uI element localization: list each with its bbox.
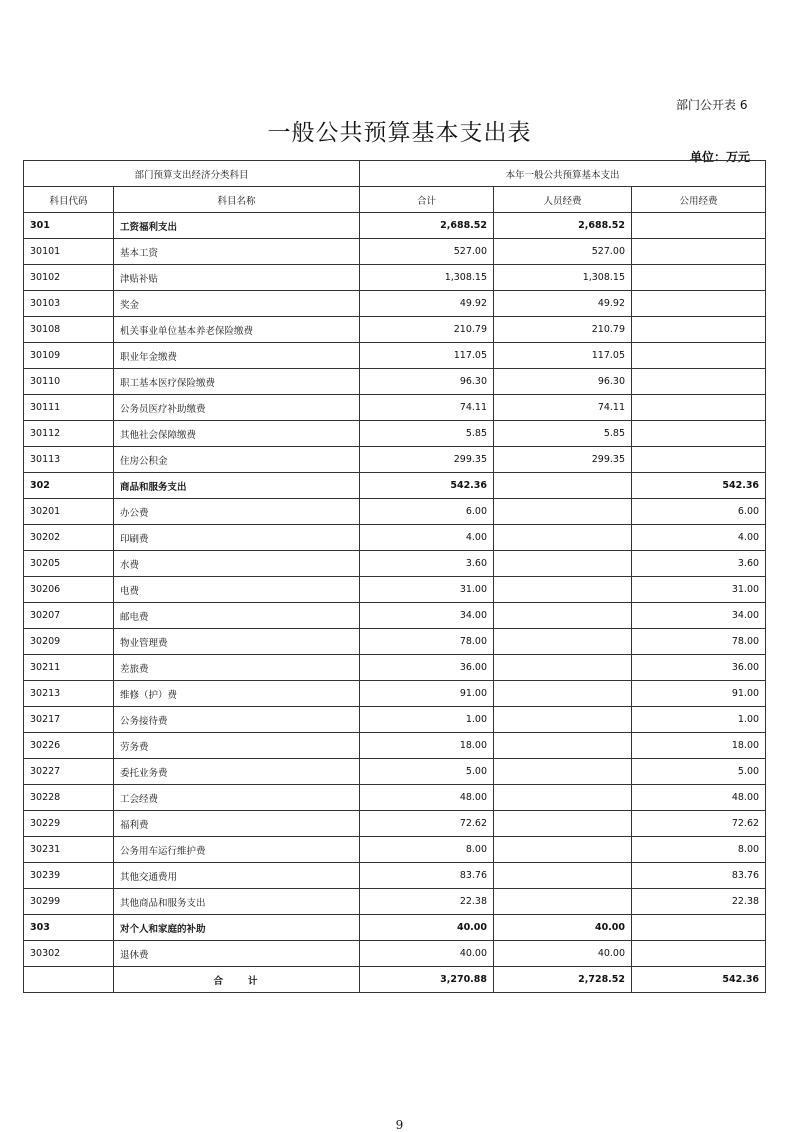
row-code: 30108 [24, 317, 114, 343]
row-personnel: 117.05 [494, 343, 632, 369]
row-public: 4.00 [632, 525, 766, 551]
row-public [632, 421, 766, 447]
row-total: 72.62 [360, 811, 494, 837]
row-personnel: 299.35 [494, 447, 632, 473]
row-code: 301 [24, 213, 114, 239]
column-header-public: 公用经费 [632, 187, 766, 213]
row-public [632, 239, 766, 265]
total-public: 542.36 [632, 967, 766, 993]
row-code: 30103 [24, 291, 114, 317]
row-code: 30228 [24, 785, 114, 811]
column-header-total: 合计 [360, 187, 494, 213]
row-public: 48.00 [632, 785, 766, 811]
row-name: 职业年金缴费 [114, 343, 360, 369]
row-code: 30110 [24, 369, 114, 395]
row-name: 职工基本医疗保险缴费 [114, 369, 360, 395]
row-code: 30231 [24, 837, 114, 863]
row-total: 5.85 [360, 421, 494, 447]
table-row [24, 239, 766, 265]
row-code: 30207 [24, 603, 114, 629]
row-personnel [494, 785, 632, 811]
row-total: 36.00 [360, 655, 494, 681]
row-personnel: 1,308.15 [494, 265, 632, 291]
row-total: 96.30 [360, 369, 494, 395]
row-name: 公务用车运行维护费 [114, 837, 360, 863]
row-code: 30201 [24, 499, 114, 525]
row-name: 维修（护）费 [114, 681, 360, 707]
row-public [632, 343, 766, 369]
row-personnel: 40.00 [494, 915, 632, 941]
row-personnel [494, 655, 632, 681]
table-row [24, 499, 766, 525]
table-row [24, 733, 766, 759]
row-total: 74.11 [360, 395, 494, 421]
row-code: 30202 [24, 525, 114, 551]
row-code: 30299 [24, 889, 114, 915]
row-name: 基本工资 [114, 239, 360, 265]
total-personnel: 2,728.52 [494, 967, 632, 993]
row-total: 5.00 [360, 759, 494, 785]
row-name: 办公费 [114, 499, 360, 525]
row-total: 78.00 [360, 629, 494, 655]
table-row [24, 577, 766, 603]
row-name: 工资福利支出 [114, 213, 360, 239]
page-number: 9 [395, 1118, 404, 1132]
row-total: 8.00 [360, 837, 494, 863]
table-row [24, 369, 766, 395]
table-row [24, 915, 766, 941]
row-code: 30239 [24, 863, 114, 889]
row-personnel [494, 707, 632, 733]
row-public: 34.00 [632, 603, 766, 629]
row-public [632, 915, 766, 941]
row-personnel [494, 759, 632, 785]
column-header-personnel: 人员经费 [494, 187, 632, 213]
row-public [632, 291, 766, 317]
table-row [24, 421, 766, 447]
total-label: 合 计 [114, 967, 360, 993]
row-name: 水费 [114, 551, 360, 577]
row-total: 2,688.52 [360, 213, 494, 239]
row-personnel [494, 629, 632, 655]
row-name: 电费 [114, 577, 360, 603]
row-personnel: 49.92 [494, 291, 632, 317]
row-public: 31.00 [632, 577, 766, 603]
row-total: 83.76 [360, 863, 494, 889]
row-name: 津贴补贴 [114, 265, 360, 291]
row-personnel [494, 551, 632, 577]
row-public: 36.00 [632, 655, 766, 681]
row-name: 住房公积金 [114, 447, 360, 473]
row-name: 商品和服务支出 [114, 473, 360, 499]
table-row [24, 291, 766, 317]
row-name: 福利费 [114, 811, 360, 837]
row-total: 117.05 [360, 343, 494, 369]
column-header-code: 科目代码 [24, 187, 114, 213]
row-name: 差旅费 [114, 655, 360, 681]
group-header-classification: 部门预算支出经济分类科目 [24, 161, 360, 187]
row-personnel [494, 681, 632, 707]
row-personnel [494, 499, 632, 525]
row-personnel [494, 473, 632, 499]
row-name: 印刷费 [114, 525, 360, 551]
row-code: 30111 [24, 395, 114, 421]
row-name: 委托业务费 [114, 759, 360, 785]
row-code: 302 [24, 473, 114, 499]
row-personnel [494, 863, 632, 889]
row-code: 30302 [24, 941, 114, 967]
row-name: 其他商品和服务支出 [114, 889, 360, 915]
table-row [24, 447, 766, 473]
table-row [24, 811, 766, 837]
table-row [24, 525, 766, 551]
table-row [24, 655, 766, 681]
row-personnel [494, 525, 632, 551]
table-row [24, 473, 766, 499]
table-row [24, 551, 766, 577]
table-row [24, 681, 766, 707]
table-row [24, 213, 766, 239]
row-total: 527.00 [360, 239, 494, 265]
row-total: 6.00 [360, 499, 494, 525]
row-code: 30113 [24, 447, 114, 473]
row-public: 18.00 [632, 733, 766, 759]
row-personnel: 2,688.52 [494, 213, 632, 239]
total-code-blank [24, 967, 114, 993]
row-personnel: 74.11 [494, 395, 632, 421]
row-code: 30112 [24, 421, 114, 447]
expenditure-table [23, 160, 766, 993]
row-total: 210.79 [360, 317, 494, 343]
row-name: 邮电费 [114, 603, 360, 629]
row-public [632, 317, 766, 343]
page-title: 一般公共预算基本支出表 [267, 120, 532, 146]
row-total: 22.38 [360, 889, 494, 915]
row-name: 奖金 [114, 291, 360, 317]
table-row [24, 889, 766, 915]
row-total: 49.92 [360, 291, 494, 317]
row-code: 30205 [24, 551, 114, 577]
table-row [24, 941, 766, 967]
row-total: 542.36 [360, 473, 494, 499]
form-number: 部门公开表 6 [676, 98, 748, 112]
row-total: 31.00 [360, 577, 494, 603]
row-personnel [494, 603, 632, 629]
row-name: 公务接待费 [114, 707, 360, 733]
table-row [24, 785, 766, 811]
row-public [632, 369, 766, 395]
row-total: 91.00 [360, 681, 494, 707]
table-row [24, 603, 766, 629]
total-row [24, 967, 766, 993]
row-public: 72.62 [632, 811, 766, 837]
row-personnel [494, 577, 632, 603]
table-row [24, 395, 766, 421]
row-public: 3.60 [632, 551, 766, 577]
row-total: 4.00 [360, 525, 494, 551]
row-public: 542.36 [632, 473, 766, 499]
row-code: 30109 [24, 343, 114, 369]
table-row [24, 837, 766, 863]
row-total: 3.60 [360, 551, 494, 577]
row-public: 5.00 [632, 759, 766, 785]
row-total: 18.00 [360, 733, 494, 759]
row-total: 1.00 [360, 707, 494, 733]
table-row [24, 265, 766, 291]
row-name: 退休费 [114, 941, 360, 967]
row-personnel [494, 837, 632, 863]
row-public [632, 265, 766, 291]
row-public: 8.00 [632, 837, 766, 863]
column-header-name: 科目名称 [114, 187, 360, 213]
row-total: 40.00 [360, 915, 494, 941]
row-public [632, 941, 766, 967]
row-public: 83.76 [632, 863, 766, 889]
row-name: 工会经费 [114, 785, 360, 811]
row-personnel: 210.79 [494, 317, 632, 343]
row-code: 303 [24, 915, 114, 941]
row-code: 30217 [24, 707, 114, 733]
row-personnel [494, 811, 632, 837]
row-public: 22.38 [632, 889, 766, 915]
row-public: 91.00 [632, 681, 766, 707]
row-total: 34.00 [360, 603, 494, 629]
row-personnel: 5.85 [494, 421, 632, 447]
row-name: 对个人和家庭的补助 [114, 915, 360, 941]
unit-label: 单位：万元 [690, 150, 751, 164]
row-personnel: 40.00 [494, 941, 632, 967]
row-public: 6.00 [632, 499, 766, 525]
group-header-expenditure: 本年一般公共预算基本支出 [360, 161, 766, 187]
row-code: 30209 [24, 629, 114, 655]
row-name: 机关事业单位基本养老保险缴费 [114, 317, 360, 343]
row-code: 30227 [24, 759, 114, 785]
row-code: 30229 [24, 811, 114, 837]
row-total: 299.35 [360, 447, 494, 473]
row-total: 1,308.15 [360, 265, 494, 291]
row-public [632, 395, 766, 421]
total-sum: 3,270.88 [360, 967, 494, 993]
row-public: 1.00 [632, 707, 766, 733]
row-personnel [494, 889, 632, 915]
table-row [24, 629, 766, 655]
table-row [24, 863, 766, 889]
row-code: 30206 [24, 577, 114, 603]
row-public: 78.00 [632, 629, 766, 655]
row-personnel: 96.30 [494, 369, 632, 395]
row-code: 30101 [24, 239, 114, 265]
row-total: 40.00 [360, 941, 494, 967]
row-code: 30213 [24, 681, 114, 707]
row-total: 48.00 [360, 785, 494, 811]
row-public [632, 213, 766, 239]
row-code: 30211 [24, 655, 114, 681]
row-personnel [494, 733, 632, 759]
row-name: 劳务费 [114, 733, 360, 759]
table-row [24, 707, 766, 733]
table-row [24, 759, 766, 785]
table-row [24, 343, 766, 369]
row-code: 30102 [24, 265, 114, 291]
row-name: 公务员医疗补助缴费 [114, 395, 360, 421]
row-public [632, 447, 766, 473]
row-name: 其他社会保障缴费 [114, 421, 360, 447]
table-row [24, 317, 766, 343]
row-name: 物业管理费 [114, 629, 360, 655]
row-name: 其他交通费用 [114, 863, 360, 889]
row-personnel: 527.00 [494, 239, 632, 265]
row-code: 30226 [24, 733, 114, 759]
